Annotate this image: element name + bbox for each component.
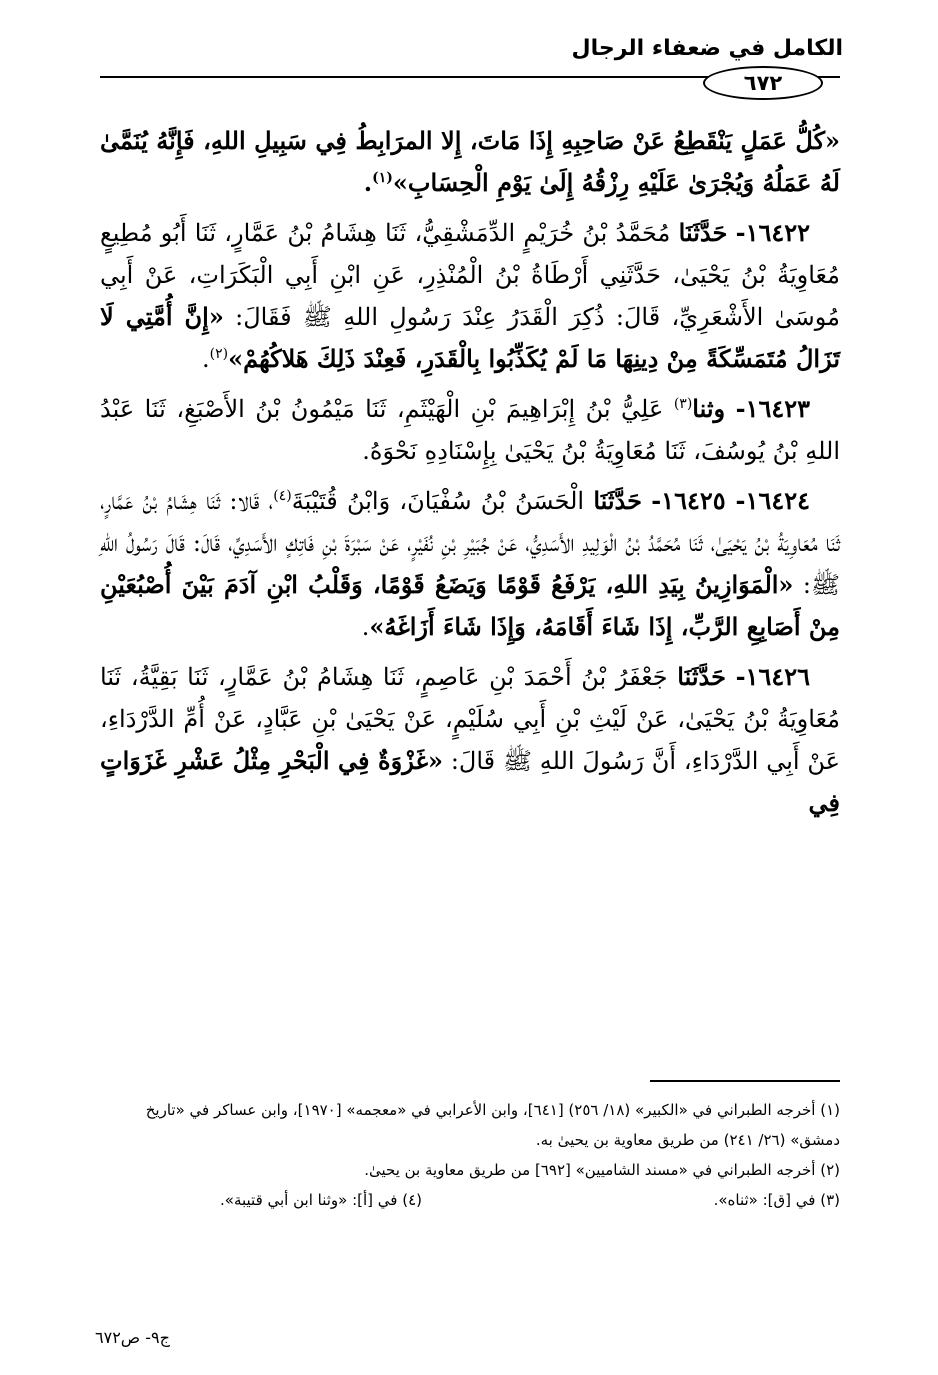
- footnote-ref-3[interactable]: (٣): [673, 396, 693, 412]
- paragraph-16426: [100, 656, 840, 824]
- footnote-ref-2[interactable]: (٢): [209, 346, 229, 362]
- hadith-number: ١٦٤٢٣-: [735, 394, 811, 423]
- period: .: [202, 345, 210, 373]
- paragraph-hadith-end: [100, 120, 840, 204]
- paragraph-16424-16425: [100, 480, 840, 648]
- narration-verb: حَدَّثَنَا: [677, 662, 726, 691]
- matn-quote: «الْمَوَازِينُ بِيَدِ اللهِ، يَرْفَعُ قَوْمًا وَيَضَعُ قَوْمًا، وَقَلْبُ ابْنِ آدَمَ بَيْنَ أُصْبُعَيْنِ مِنْ أَصَابِعِ الرَّبِّ، إِذَا شَاءَ أَقَامَهُ، وَإِذَا شَاءَ أَزَاغَهُ»: [100, 570, 840, 641]
- narration-verb: وثنا: [692, 394, 726, 423]
- narration-verb: حَدَّثَنَا: [593, 486, 642, 515]
- quote-text: «كُلُّ عَمَلٍ يَنْقَطِعُ عَنْ صَاحِبِهِ إِذَا مَاتَ، إِلا المرَابِطُ فِي سَبِيلِ اللهِ، فَإِنَّهُ يُنَمَّىٰ لَهُ عَمَلُهُ وَيُجْرَىٰ عَلَيْهِ رِزْقُهُ إِلَىٰ يَوْمِ الْحِسَابِ»: [100, 126, 840, 197]
- isnad-text: جَعْفَرُ بْنُ أَحْمَدَ بْنِ عَاصِمٍ، ثَنَا هِشَامُ بْنُ عَمَّارٍ، ثَنَا بَقِيَّةُ، ثَنَا مُعَاوِيَةُ بْنُ يَحْيَىٰ، عَنْ لَيْثِ بْنِ أَبِي سُلَيْمٍ، عَنْ يَحْيَىٰ بْنِ عَبَّادٍ، عَنْ أُمِّ الدَّرْدَاءِ، عَنْ أَبِي الدَّرْدَاءِ، أَنَّ رَسُولَ اللهِ ﷺ قَالَ:: [100, 663, 840, 775]
- period: .: [361, 613, 370, 641]
- hadith-number: ١٦٤٢٢-: [735, 218, 811, 247]
- page-number: ٦٧٢: [703, 66, 823, 100]
- paragraph-16423: [100, 388, 840, 472]
- footnotes: [100, 1095, 840, 1215]
- narration-verb: حَدَّثَنَا: [678, 218, 728, 247]
- footnote-4: (٤) في [أ]: «وثنا ابن أبي قتيبة».: [220, 1191, 423, 1209]
- matn-quote: «إِنَّ أُمَّتِي لَا تَزَالُ مُتَمَسِّكَةً مِنْ دِينِهَا مَا لَمْ يُكَذِّبُوا بِالْقَدَرِ، فَعِنْدَ ذَلِكَ هَلاكُهُمْ»: [100, 302, 840, 373]
- footnote-3: (٣) في [ق]: «ثناه».: [713, 1191, 840, 1209]
- hadith-number: ١٦٤٢٦-: [735, 662, 810, 691]
- footnote-rule: [650, 1080, 840, 1082]
- paragraph-16422: [100, 212, 840, 380]
- running-title: الكامل في ضعفاء الرجال: [571, 36, 843, 61]
- page-reference: ج٩- ص٦٧٢: [95, 1328, 170, 1347]
- matn-quote: «غَزْوَةٌ فِي الْبَحْرِ مِثْلُ عَشْرِ غَزَوَاتٍ فِي: [100, 746, 840, 817]
- hadith-number: ١٦٤٢٤- ١٦٤٢٥-: [651, 486, 810, 515]
- footnote-ref-1[interactable]: (١): [372, 170, 393, 186]
- isnad-text: مُحَمَّدُ بْنُ خُرَيْمٍ الدِّمَشْقِيُّ، ثَنَا هِشَامُ بْنُ عَمَّارٍ، ثَنَا أَبُو مُطِيعٍ مُعَاوِيَةُ بْنُ يَحْيَىٰ، حَدَّثَنِي أَرْطَاةُ بْنُ الْمُنْذِرِ، عَنِ ابْنِ أَبِي الْبَكَرَاتِ، عَنْ أَبِي مُوسَىٰ الأَشْعَرِيِّ، قَالَ: ذُكِرَ الْقَدَرُ عِنْدَ رَسُولِ اللهِ ﷺ فَقَالَ:: [100, 219, 840, 331]
- isnad-text-a: الْحَسَنُ بْنُ سُفْيَانَ، وَابْنُ قُتَيْبَةَ: [291, 487, 585, 515]
- footnote-1: (١) أخرجه الطبراني في «الكبير» (١٨/ ٢٥٦) [٦٤١]، وابن الأعرابي في «معجمه» [١٩٧٠]، وابن عساكر في «تاريخ دمشق» (٢٦/ ٢٤١) من طريق معاوية بن يحيىٰ به.: [145, 1101, 840, 1149]
- isnad-text: عَلِيُّ بْنُ إِبْرَاهِيمَ بْنِ الْهَيْثَمِ، ثَنَا مَيْمُونُ بْنُ الأَصْبَغِ، ثَنَا عَبْدُ اللهِ بْنُ يُوسُفَ، ثَنَا مُعَاوِيَةُ بْنُ يَحْيَىٰ بِإِسْنَادِهِ نَحْوَهُ.: [100, 395, 840, 465]
- period: .: [363, 168, 373, 197]
- footnote-ref-4[interactable]: (٤): [273, 488, 292, 504]
- footnote-row: [100, 1185, 840, 1215]
- isnad-text-b: ، قَالا: ثَنَا هِشَامُ بْنُ عَمَّارٍ، ثَنَا مُعَاوِيَةُ بْنُ يَحْيَىٰ، ثَنَا مُحَمَّدُ بْنُ الْوَلِيدِ الأَسَدِيُّ، عَنْ جُبَيْرِ بْنِ نُفَيْرٍ، عَنْ سَبْرَةَ بْنِ فَاتِكٍ الأَسَدِيِّ، قَالَ: قَالَ رَسُولُ اللهِ ﷺ:: [100, 487, 840, 599]
- footnote-2: (٢) أخرجه الطبراني في «مسند الشاميين» [٦٩٢] من طريق معاوية بن يحيىٰ.: [364, 1161, 840, 1179]
- body-text: [100, 120, 840, 832]
